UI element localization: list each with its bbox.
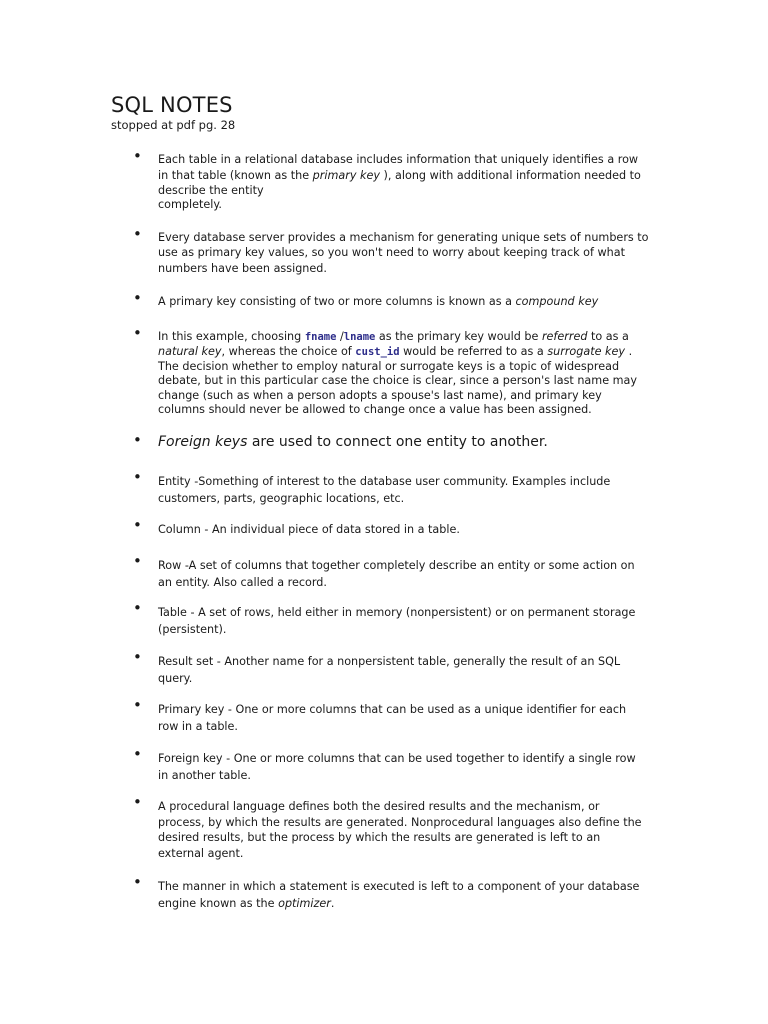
bullet-icon: • xyxy=(133,431,142,449)
code-fname: fname xyxy=(304,331,337,343)
bullet-icon: • xyxy=(133,696,142,714)
bullet-icon: • xyxy=(133,289,142,307)
bullet-icon: • xyxy=(133,324,142,342)
code-lname: lname xyxy=(343,331,376,343)
bullet-icon: • xyxy=(133,648,142,666)
page-title: SQL NOTES xyxy=(111,93,233,117)
bullet-icon: • xyxy=(133,516,142,534)
code-cust-id: cust_id xyxy=(355,346,400,359)
bullet-icon: • xyxy=(133,745,142,763)
bullet-icon: • xyxy=(133,873,142,891)
bullet-icon: • xyxy=(133,147,142,165)
document-page: SQL NOTES stopped at pdf pg. 28 • Each table in a relational database includes information that uniquely identifies a row in that table (known as the primary key ), along with additional information needed to describe the entity completely. • Every database server provides a mechanism for generating unique sets of numbers to use as primary key values, so you won't need to worry about keeping track of what numbers have been assigned. • A primary key consisting of two or more columns is known as a compound key • In this example, choosing fname /lname as the primary key would be referred to as a natural key, whereas the choice of cust_id would be referred to as a surrogate key . The decision whether to employ natural or surrogate keys is a topic of widespread debate, but in this particular case the choice is clear, since a person's last name may change (such as when a person adopts a spouse's last name), and primary key columns should never be allowed to change once a value has been assigned. • Foreign keys are used to connect one entity to another. • Entity -Something of interest to the database user community. Examples include customers, parts, geographic locations, etc. • Column - An individual piece of data stored in a table. • Row -A set of columns that together completely describe an entity or some action on an entity. Also called a record. • Table - A set of rows, held either in memory (nonpersistent) or on permanent storage (persistent). • Result set - Another name for a nonpersistent table, generally the result of an SQL query. • Primary key - One or more columns that can be used as a unique identifier for each row in a table. • Foreign key - One or more columns that can be used together to identify a single row in another table. • A procedural language defines both the desired results and the mechanism, or process, by which the results are generated. Nonprocedural languages also define the desired results, but the process by which the results are generated is left to an external agent. • The manner in which a statement is executed is left to a component of your database engine known as the optimizer. xyxy=(111,93,649,910)
bullet-icon: • xyxy=(133,468,142,486)
bullet-icon: • xyxy=(133,225,142,243)
bullet-icon: • xyxy=(133,793,142,811)
bullet-icon: • xyxy=(133,599,142,617)
page-subtitle: stopped at pdf pg. 28 xyxy=(111,118,236,132)
bullet-icon: • xyxy=(133,552,142,570)
